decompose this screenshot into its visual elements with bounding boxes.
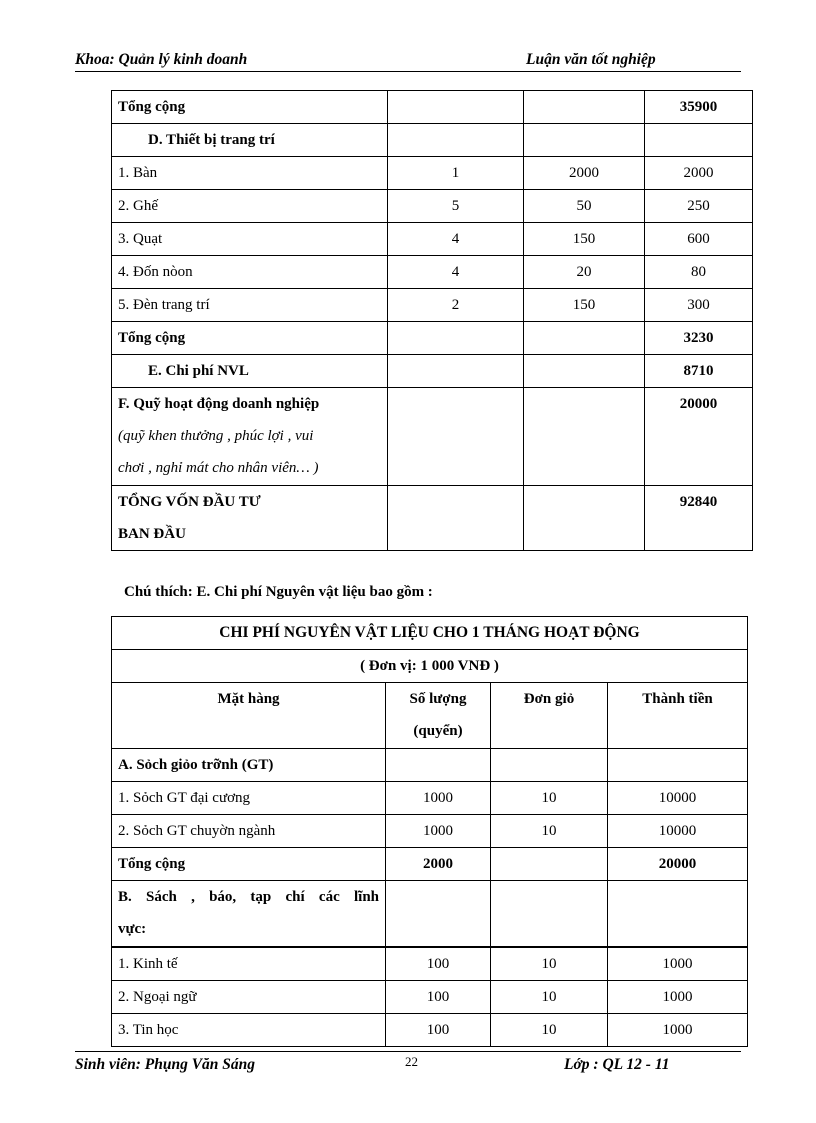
qty-cell: 4: [388, 223, 524, 256]
table-row: [112, 223, 753, 256]
row-label: Tổng cộng: [112, 848, 386, 881]
qty-cell: [388, 322, 524, 355]
price-cell: [491, 848, 608, 881]
total-cell: 10000: [608, 782, 748, 815]
materials-table: [111, 616, 748, 1047]
row-label: 2. Ngoại ngữ: [112, 980, 386, 1013]
section-heading: [112, 881, 386, 947]
qty-cell: [388, 388, 524, 486]
qty-cell: [386, 749, 491, 782]
class-label: Lớp : QL 12 - 11: [564, 1056, 670, 1073]
total-cell: 20000: [608, 848, 748, 881]
fund-title: F. Quỹ hoạt động doanh nghiệp: [118, 396, 320, 412]
col-header-qty-line: Số lượng: [409, 691, 467, 707]
row-label: 1. Kinh tế: [112, 947, 386, 981]
table-row: [112, 486, 753, 551]
section-heading: A. Sỏch giỏo trỡnh (GT): [112, 749, 386, 782]
fund-cell: [112, 388, 388, 486]
column-header-row: [112, 683, 748, 749]
price-cell: [524, 322, 645, 355]
section-heading-line: B. Sách , báo, tạp chí các lĩnh: [118, 889, 379, 905]
price-cell: [524, 486, 645, 551]
col-header-price: Đơn giỏ: [491, 683, 608, 749]
student-label: Sinh viên: Phụng Văn Sáng: [75, 1056, 256, 1073]
price-cell: 10: [491, 815, 608, 848]
grand-total-label: [112, 486, 388, 551]
table-row: [112, 1013, 748, 1046]
page-number: 22: [405, 1054, 418, 1069]
price-cell: [524, 124, 645, 157]
price-cell: 150: [524, 223, 645, 256]
fund-note: chơi , nghỉ mát cho nhân viên… ): [118, 460, 319, 476]
row-label: Tổng cộng: [112, 91, 388, 124]
faculty-label: Khoa: Quản lý kinh doanh: [75, 51, 248, 68]
total-cell: 300: [645, 289, 753, 322]
total-cell: 8710: [645, 355, 753, 388]
price-cell: 10: [491, 947, 608, 981]
total-cell: 600: [645, 223, 753, 256]
price-cell: 150: [524, 289, 645, 322]
table-row: [112, 782, 748, 815]
row-label: 4. Đốn nòon: [112, 256, 388, 289]
section-heading-line: vực:: [118, 921, 147, 937]
price-cell: [491, 881, 608, 947]
table-caption: Chú thích: E. Chi phí Nguyên vật liệu bao gồm :: [124, 584, 433, 600]
qty-cell: [388, 124, 524, 157]
price-cell: 10: [491, 980, 608, 1013]
table-row: [112, 190, 753, 223]
qty-cell: 100: [386, 947, 491, 981]
row-label: 1. Bàn: [112, 157, 388, 190]
table-row: [112, 355, 753, 388]
table-row: [112, 388, 753, 486]
total-cell: 250: [645, 190, 753, 223]
table-row: [112, 124, 753, 157]
qty-cell: 1000: [386, 782, 491, 815]
qty-cell: [386, 881, 491, 947]
total-cell: 35900: [645, 91, 753, 124]
row-label: Tổng cộng: [112, 322, 388, 355]
total-cell: [608, 881, 748, 947]
table-row: [112, 848, 748, 881]
qty-cell: 1000: [386, 815, 491, 848]
price-cell: 2000: [524, 157, 645, 190]
table-title: CHI PHÍ NGUYÊN VẬT LIỆU CHO 1 THÁNG HOẠT ĐỘNG: [112, 617, 748, 650]
qty-cell: 100: [386, 980, 491, 1013]
price-cell: [524, 91, 645, 124]
total-cell: [645, 124, 753, 157]
table-row: [112, 980, 748, 1013]
grand-total-line: BAN ĐẦU: [118, 526, 186, 542]
price-cell: [491, 749, 608, 782]
table-title-row: [112, 617, 748, 650]
page-footer: [75, 1051, 741, 1077]
total-cell: 1000: [608, 980, 748, 1013]
investment-table: [111, 90, 753, 551]
unit-label: ( Đơn vị: 1 000 VNĐ ): [112, 650, 748, 683]
fund-note: (quỹ khen thưởng , phúc lợi , vui: [118, 428, 314, 444]
qty-cell: 2000: [386, 848, 491, 881]
table-row: [112, 815, 748, 848]
qty-cell: [388, 355, 524, 388]
table-row: [112, 256, 753, 289]
total-cell: 1000: [608, 947, 748, 981]
qty-cell: 1: [388, 157, 524, 190]
price-cell: 10: [491, 1013, 608, 1046]
table-row: [112, 322, 753, 355]
total-cell: 3230: [645, 322, 753, 355]
row-label: 5. Đèn trang trí: [112, 289, 388, 322]
total-cell: 92840: [645, 486, 753, 551]
col-header-qty-unit: (quyển): [413, 723, 463, 739]
price-cell: [524, 355, 645, 388]
row-label: 2. Ghế: [112, 190, 388, 223]
section-heading: D. Thiết bị trang trí: [112, 124, 388, 157]
grand-total-line: TỔNG VỐN ĐẦU TƯ: [118, 494, 261, 510]
total-cell: 1000: [608, 1013, 748, 1046]
qty-cell: 4: [388, 256, 524, 289]
table-unit-row: [112, 650, 748, 683]
page-header: [75, 48, 741, 72]
qty-cell: [388, 91, 524, 124]
total-cell: 80: [645, 256, 753, 289]
row-label: 2. Sỏch GT chuyờn ngành: [112, 815, 386, 848]
col-header-total: Thành tiền: [608, 683, 748, 749]
table-row: [112, 947, 748, 981]
total-cell: [608, 749, 748, 782]
qty-cell: [388, 486, 524, 551]
qty-cell: 2: [388, 289, 524, 322]
total-cell: 10000: [608, 815, 748, 848]
price-cell: 10: [491, 782, 608, 815]
price-cell: [524, 388, 645, 486]
col-header-item: Mặt hàng: [112, 683, 386, 749]
table-row: [112, 749, 748, 782]
table-row: [112, 881, 748, 947]
row-label: 1. Sỏch GT đại cương: [112, 782, 386, 815]
qty-cell: 5: [388, 190, 524, 223]
table-row: [112, 289, 753, 322]
qty-cell: 100: [386, 1013, 491, 1046]
price-cell: 50: [524, 190, 645, 223]
total-cell: 2000: [645, 157, 753, 190]
row-label: 3. Tin học: [112, 1013, 386, 1046]
total-cell: 20000: [645, 388, 753, 486]
row-label: 3. Quạt: [112, 223, 388, 256]
table-row: [112, 157, 753, 190]
price-cell: 20: [524, 256, 645, 289]
table-row: [112, 91, 753, 124]
thesis-label: Luận văn tốt nghiệp: [526, 51, 656, 68]
col-header-qty: [386, 683, 491, 749]
section-heading: E. Chi phí NVL: [112, 355, 388, 388]
